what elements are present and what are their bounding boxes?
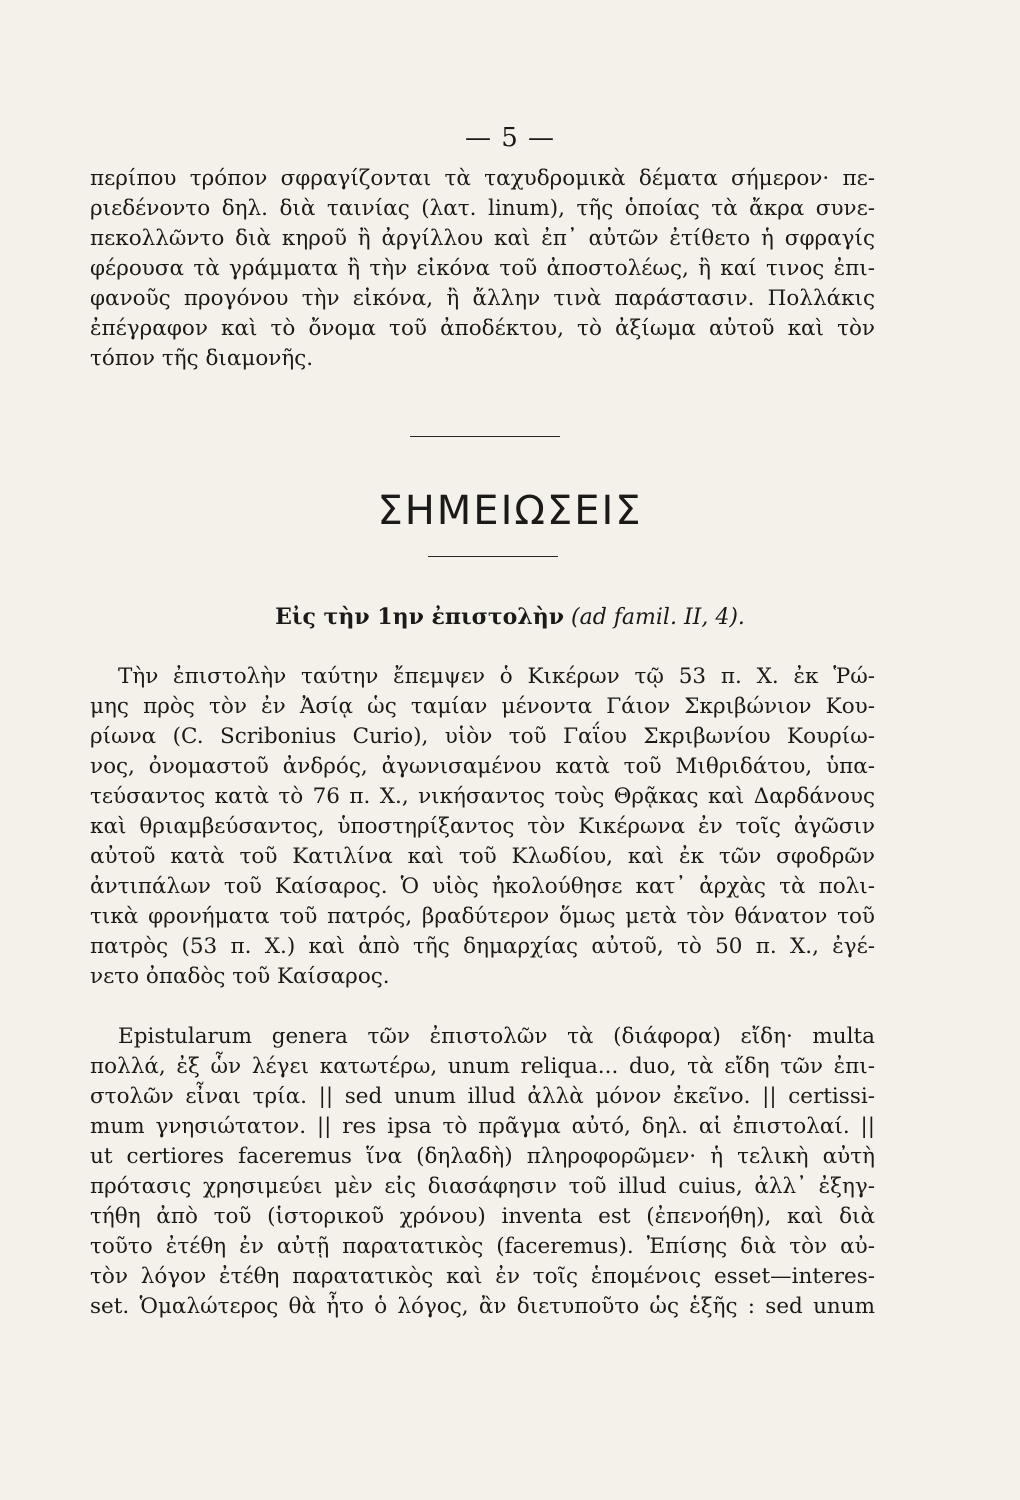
text-line: τικὰ φρονήματα τοῦ πατρός, βραδύτερον ὅμως μετὰ τὸν θάνατον τοῦ [90, 904, 875, 929]
text-line: νετο ὀπαδὸς τοῦ Καίσαρος. [90, 964, 390, 989]
text-line: τεύσαντος κατὰ τὸ 76 π. Χ., νικήσαντος τοὺς Θρᾷκας καὶ Δαρδάνους [90, 784, 875, 809]
text-line: νος, ὀνομαστοῦ ἀνδρός, ἀγωνισαμένου κατὰ τοῦ Μιθριδάτου, ὑπα- [90, 754, 875, 779]
text-line: Τὴν ἐπιστολὴν ταύτην ἔπεμψεν ὁ Κικέρων τῷ 53 π. Χ. ἐκ Ῥώ- [118, 664, 875, 689]
divider-top [410, 436, 560, 437]
text-line: φανοῦς προγόνου τὴν εἰκόνα, ἢ ἄλλην τινὰ παράστασιν. Πολλάκις [90, 286, 875, 311]
text-line: τὸν λόγον ἐτέθη παρατατικὸς καὶ ἐν τοῖς ἑπομένοις esset—interes- [90, 1264, 875, 1289]
divider-bottom [428, 556, 558, 557]
text-line: ut certiores faceremus ἵνα (δηλαδὴ) πληροφορῶμεν· ἡ τελικὴ αὐτὴ [90, 1144, 875, 1169]
text-line: τόπον τῆς διαμονῆς. [90, 346, 314, 371]
text-line: ριεδένοντο δηλ. διὰ ταινίας (λατ. linum), τῆς ὁποίας τὰ ἄκρα συνε- [90, 196, 875, 221]
text-line: ρίωνα (C. Scribonius Curio), υἱὸν τοῦ Γαΐου Σκριβωνίου Κουρίω- [90, 724, 875, 749]
text-line: φέρουσα τὰ γράμματα ἢ τὴν εἰκόνα τοῦ ἀποστολέως, ἢ καί τινος ἐπι- [90, 256, 875, 281]
note-subheading [0, 602, 1020, 633]
text-line: mum γνησιώτατον. || res ipsa τὸ πρᾶγμα αὐτό, δηλ. αἱ ἐπιστολαί. || [90, 1114, 875, 1139]
subheading-main: Εἰς τὴν 1ην ἐπιστολὴν [275, 604, 564, 630]
text-line: ἀντιπάλων τοῦ Καίσαρος. Ὁ υἱὸς ἠκολούθησε κατ᾽ ἀρχὰς τὰ πολι- [90, 874, 875, 899]
text-line: Epistularum genera τῶν ἐπιστολῶν τὰ (διάφορα) εἴδη· multa [118, 1024, 875, 1049]
text-line: αὐτοῦ κατὰ τοῦ Κατιλίνα καὶ τοῦ Κλωδίου, καὶ ἐκ τῶν σφοδρῶν [90, 844, 875, 869]
text-line: στολῶν εἶναι τρία. || sed unum illud ἀλλὰ μόνον ἐκεῖνο. || certissi- [90, 1084, 875, 1109]
text-line: μης πρὸς τὸν ἐν Ἀσίᾳ ὡς ταμίαν μένοντα Γάιον Σκριβώνιον Κου- [90, 694, 875, 719]
text-line: τήθη ἀπὸ τοῦ (ἱστορικοῦ χρόνου) inventa est (ἐπενοήθη), καὶ διὰ [90, 1204, 875, 1229]
subheading-reference: (ad famil. II, 4). [571, 605, 745, 630]
text-line: set. Ὁμαλώτερος θὰ ἦτο ὁ λόγος, ἂν διετυποῦτο ὡς ἑξῆς : sed unum [90, 1294, 875, 1319]
section-title: ΣΗΜΕΙΩΣΕΙΣ [377, 488, 643, 534]
text-line: πεκολλῶντο διὰ κηροῦ ἢ ἀργίλλου καὶ ἐπ᾽ αὐτῶν ἐτίθετο ἡ σφραγίς [90, 226, 875, 251]
text-line: πρότασις χρησιμεύει μὲν εἰς διασάφησιν τοῦ illud cuius, ἀλλ᾽ ἐξηγ- [90, 1174, 875, 1199]
page-number: — 5 — [464, 123, 556, 153]
text-line: πολλά, ἐξ ὧν λέγει κατωτέρω, unum reliqua... duo, τὰ εἴδη τῶν ἐπι- [90, 1054, 875, 1079]
text-line: περίπου τρόπον σφραγίζονται τὰ ταχυδρομικὰ δέματα σήμερον· πε- [90, 166, 875, 191]
text-line: καὶ θριαμβεύσαντος, ὑποστηρίξαντος τὸν Κικέρωνα ἐν τοῖς ἀγῶσιν [90, 814, 875, 839]
text-line: ἐπέγραφον καὶ τὸ ὄνομα τοῦ ἀποδέκτου, τὸ ἀξίωμα αὐτοῦ καὶ τὸν [90, 316, 875, 341]
text-line: πατρὸς (53 π. Χ.) καὶ ἀπὸ τῆς δημαρχίας αὐτοῦ, τὸ 50 π. Χ., ἐγέ- [90, 934, 875, 959]
text-line: τοῦτο ἐτέθη ἐν αὐτῇ παρατατικὸς (faceremus). Ἐπίσης διὰ τὸν αὐ- [90, 1234, 875, 1259]
